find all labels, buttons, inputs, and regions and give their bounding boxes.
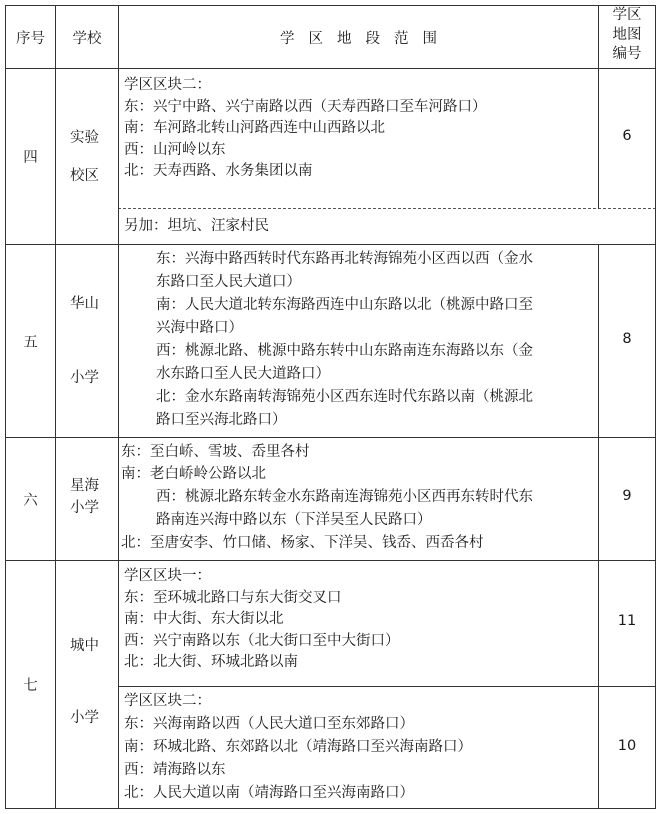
district-line: 北：北大街、环城北路以南	[124, 654, 298, 670]
header-map-line: 编号	[612, 46, 642, 62]
district-line: 东：兴海中路西转时代东路再北转海锦苑小区西以西（金水	[156, 251, 533, 267]
district-line: 东：至环城北路口与东大街交叉口	[124, 589, 342, 606]
dashed-divider	[118, 208, 656, 209]
map-number: 11	[617, 613, 637, 629]
district-line: 西：桃源北路东转金水东路南连海锦苑小区西再东转时代东	[156, 489, 533, 505]
district-line: 南：环城北路、东郊路以北（靖海路口至兴海南路口）	[124, 739, 472, 755]
district-line: 东：至白峤、雪坡、岙里各村	[121, 444, 310, 460]
map-number: 9	[622, 488, 632, 504]
row-no	[6, 561, 55, 808]
row-no-label: 四	[23, 150, 38, 166]
row-divider	[5, 560, 656, 561]
row-no-label: 七	[23, 678, 38, 694]
district-line: 北：金水东路南转海锦苑小区西东连时代东路以南（桃源北	[156, 389, 533, 405]
header-map-no	[599, 6, 655, 65]
map-number: 10	[617, 738, 637, 754]
school-name-line: 小学	[70, 710, 99, 726]
district-line: 水东路口至人民大道路口）	[156, 366, 330, 382]
district-line: 路口至兴海北路口）	[156, 412, 287, 428]
school-name-line: 华山	[70, 296, 99, 312]
district-line: 东：兴宁中路、兴宁南路以西（天寿西路口至车河路口）	[124, 98, 487, 115]
table-border-bottom	[5, 808, 656, 809]
row-divider	[5, 244, 656, 245]
row-no-label: 五	[23, 334, 38, 351]
column-divider	[118, 5, 119, 809]
column-divider	[598, 244, 599, 809]
district-block	[124, 566, 400, 674]
district-line: 西：靖海路以东	[124, 762, 226, 778]
map-number: 8	[622, 331, 632, 347]
district-line: 路南连兴海中路以东（下洋吴至人民路口）	[156, 512, 432, 528]
district-line: 南：人民大道北转东海路西连中山东路以北（桃源中路口至	[156, 297, 533, 313]
district-line: 西：桃源北路、桃源中路东转中山东路南连东海路以东（金	[156, 343, 533, 359]
header-divider	[5, 68, 656, 69]
district-line: 北：人民大道以南（靖海路口至兴海南路口）	[124, 785, 414, 801]
district-line: 西：山河岭以东	[124, 141, 226, 158]
block-divider	[118, 686, 656, 687]
map-number: 6	[622, 128, 632, 144]
district-block	[124, 75, 487, 183]
district-line: 南：车河路北转山河路西连中山西路以北	[124, 120, 385, 136]
school-name-line: 星海	[70, 478, 99, 494]
school-name-line: 小学	[70, 370, 99, 386]
row-no	[6, 438, 55, 560]
header-map-line: 学区	[612, 7, 642, 23]
district-line: 南：老白峤岭公路以北	[121, 466, 266, 482]
column-divider	[55, 5, 56, 809]
school-name-line: 实验	[70, 130, 99, 146]
table-border-right	[655, 5, 656, 809]
header-no	[6, 6, 55, 68]
school-name-line: 校区	[70, 168, 99, 184]
row-no	[6, 245, 55, 437]
district-line: 南：中大街、东大街以北	[124, 611, 284, 627]
district-line: 东：兴海南路以西（人民大道口至东郊路口）	[124, 716, 414, 732]
school-name-line: 小学	[70, 500, 99, 516]
row-no	[6, 69, 55, 244]
district-line: 西：兴宁南路以东（北大街口至中大街口）	[124, 632, 400, 649]
row-divider	[5, 437, 656, 438]
district-block	[124, 690, 472, 805]
district-line: 兴海中路口）	[156, 320, 243, 336]
school-name-line: 城中	[70, 638, 99, 654]
header-map-line: 地图	[612, 26, 642, 43]
district-line: 学区区块二：	[124, 77, 211, 93]
header-range-label: 学区地段范围	[280, 30, 451, 47]
district-block	[156, 248, 533, 432]
header-school-label: 学校	[72, 30, 102, 47]
header-school	[56, 6, 118, 68]
district-extra-line: 另加：坦坑、汪家村民	[124, 218, 269, 234]
header-range	[119, 6, 598, 68]
district-line: 东路口至人民大道口）	[156, 274, 301, 290]
district-line: 北：天寿西路、水务集团以南	[124, 163, 313, 179]
header-no-label: 序号	[16, 30, 45, 47]
district-line: 北：至唐安李、竹口储、杨家、下洋吴、钱岙、西岙各村	[121, 535, 484, 551]
district-line: 学区区块二：	[124, 693, 211, 709]
row-no-label: 六	[23, 492, 38, 509]
district-line: 学区区块一：	[124, 568, 211, 584]
